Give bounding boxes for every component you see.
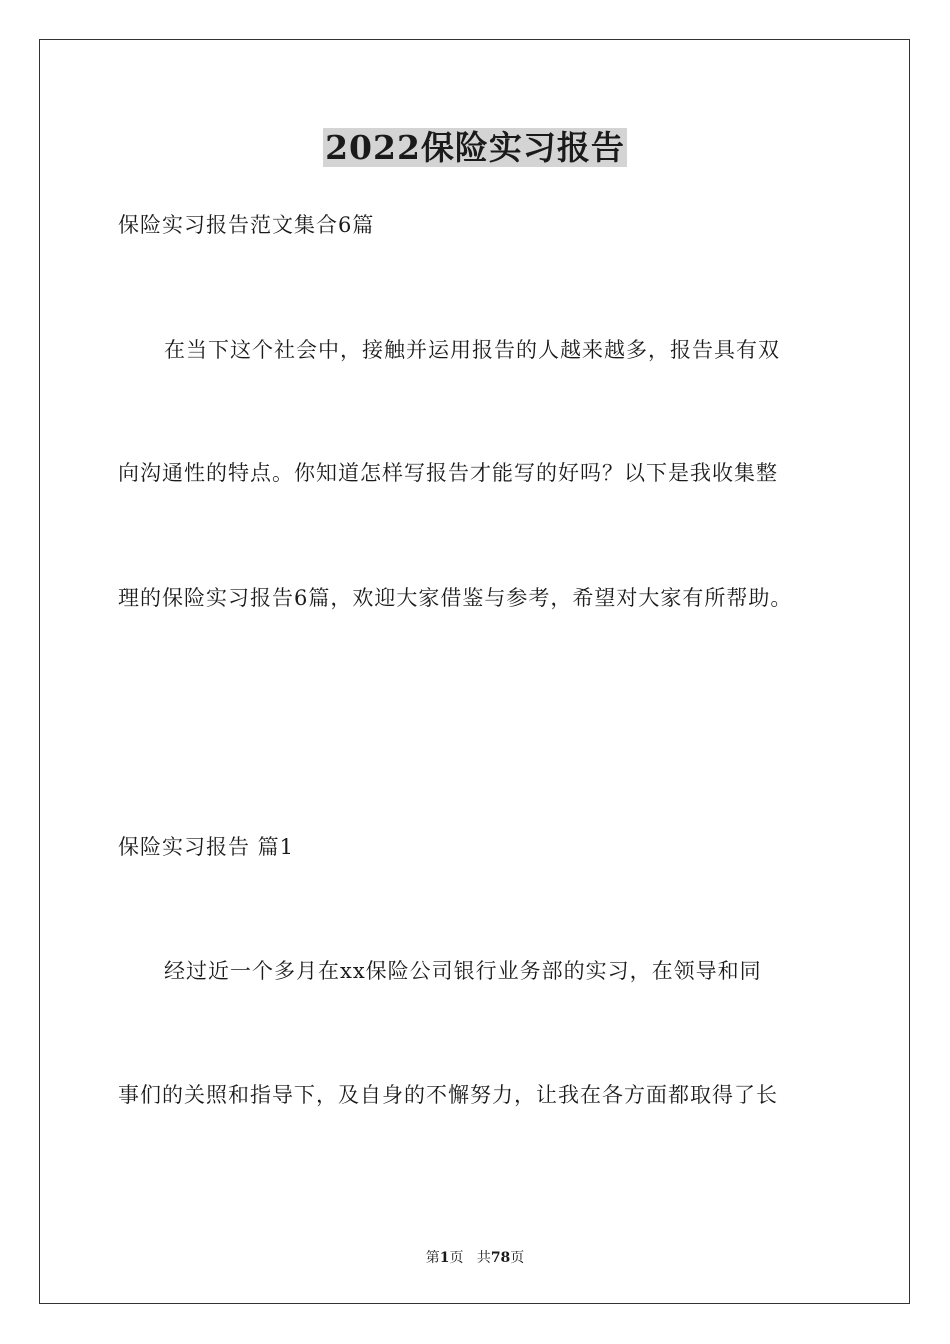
total-suffix: 页 bbox=[510, 1250, 525, 1266]
total-pages: 78 bbox=[490, 1250, 511, 1266]
intro-line-2: 向沟通性的特点。你知道怎样写报告才能写的好吗？以下是我收集整 bbox=[118, 461, 778, 485]
page-number: 1 bbox=[439, 1250, 450, 1266]
section-heading: 保险实习报告 篇1 bbox=[118, 835, 295, 859]
document-title bbox=[0, 124, 950, 172]
section-line-1: 经过近一个多月在xx保险公司银行业务部的实习，在领导和同 bbox=[164, 959, 762, 983]
page-suffix: 页 bbox=[449, 1250, 464, 1266]
intro-line-3: 理的保险实习报告6篇，欢迎大家借鉴与参考，希望对大家有所帮助。 bbox=[118, 586, 793, 610]
page-footer bbox=[0, 1248, 950, 1268]
intro-line-1: 在当下这个社会中，接触并运用报告的人越来越多，报告具有双 bbox=[164, 338, 780, 362]
page-prefix: 第 bbox=[425, 1250, 440, 1266]
total-prefix: 共 bbox=[476, 1250, 491, 1266]
section-line-2: 事们的关照和指导下，及自身的不懈努力，让我在各方面都取得了长 bbox=[118, 1083, 778, 1107]
document-subtitle: 保险实习报告范文集合6篇 bbox=[118, 213, 375, 237]
document-title-text: 2022保险实习报告 bbox=[325, 128, 625, 167]
